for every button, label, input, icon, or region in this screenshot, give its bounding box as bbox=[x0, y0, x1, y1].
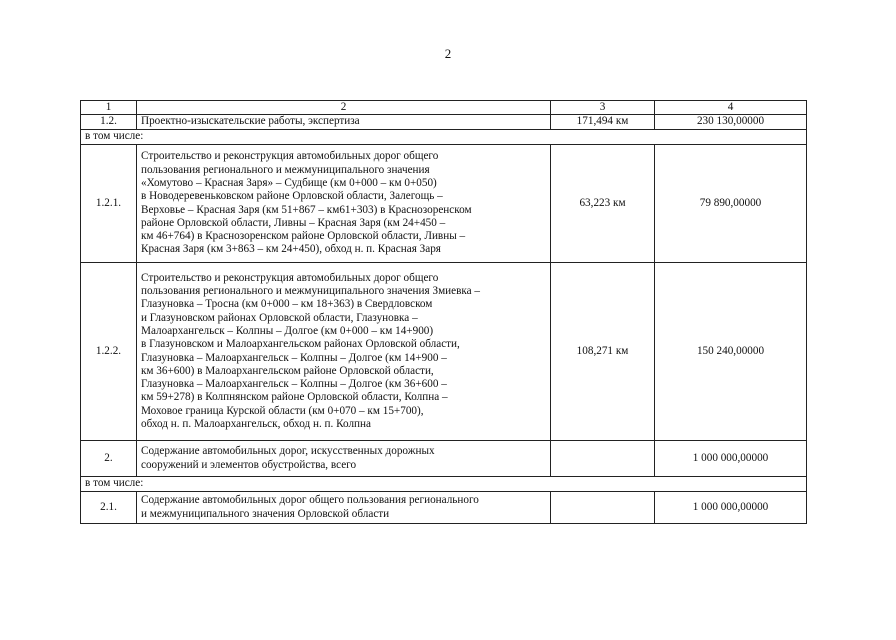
roads-table bbox=[80, 100, 807, 524]
description-line: «Хомутово – Красная Заря» – Судбище (км 0+000 – км 0+050) bbox=[141, 176, 437, 189]
description-line: км 46+764) в Краснозоренском районе Орловской области, Ливны – bbox=[141, 230, 466, 243]
description-line: пользования регионального и межмуниципального значения bbox=[141, 163, 430, 176]
col-header-3: 3 bbox=[551, 101, 655, 115]
subheader-row bbox=[81, 477, 807, 492]
description-line: км 36+600) в Малоархангельском районе Орловской области, bbox=[141, 364, 434, 377]
row-amount: 1 000 000,00000 bbox=[655, 441, 807, 477]
row-description bbox=[137, 492, 551, 524]
table-header-row bbox=[81, 101, 807, 115]
table-row bbox=[81, 263, 807, 441]
row-amount: 150 240,00000 bbox=[655, 263, 807, 441]
subheader-row bbox=[81, 130, 807, 145]
description-line: Содержание автомобильных дорог, искусственных дорожных bbox=[141, 445, 435, 458]
subheader-label: в том числе: bbox=[81, 130, 807, 145]
row-amount: 230 130,00000 bbox=[655, 115, 807, 130]
row-length: 171,494 км bbox=[551, 115, 655, 130]
description-line: км 59+278) в Колпнянском районе Орловской области, Колпна – bbox=[141, 391, 448, 404]
row-number: 2.1. bbox=[81, 492, 137, 524]
row-length: 108,271 км bbox=[551, 263, 655, 441]
row-length: 63,223 км bbox=[551, 145, 655, 263]
description-line: Верховье – Красная Заря (км 51+867 – км61+303) в Краснозоренском bbox=[141, 203, 472, 216]
description-line: пользования регионального и межмуниципального значения Змиевка – bbox=[141, 285, 480, 298]
row-description bbox=[137, 441, 551, 477]
row-number: 1.2.2. bbox=[81, 263, 137, 441]
description-line: Красная Заря (км 3+863 – км 24+450), обход н. п. Красная Заря bbox=[141, 243, 441, 256]
description-line: Глазуновка – Малоархангельск – Колпны – Долгое (км 14+900 – bbox=[141, 351, 447, 364]
col-header-4: 4 bbox=[655, 101, 807, 115]
description-line: в Новодеревеньковском районе Орловской области, Залегощь – bbox=[141, 190, 443, 203]
row-amount: 1 000 000,00000 bbox=[655, 492, 807, 524]
description-line: сооружений и элементов обустройства, всего bbox=[141, 458, 357, 471]
row-number: 1.2. bbox=[81, 115, 137, 130]
description-line: Глазуновка – Малоархангельск – Колпны – Долгое (км 36+600 – bbox=[141, 378, 447, 391]
row-number: 1.2.1. bbox=[81, 145, 137, 263]
table-row bbox=[81, 441, 807, 477]
table-row bbox=[81, 115, 807, 130]
description-line: Содержание автомобильных дорог общего пользования регионального bbox=[141, 494, 479, 507]
description-line: районе Орловской области, Ливны – Красная Заря (км 24+450 – bbox=[141, 216, 446, 229]
page-number: 2 bbox=[444, 46, 452, 61]
row-amount: 79 890,00000 bbox=[655, 145, 807, 263]
row-number: 2. bbox=[81, 441, 137, 477]
description-line: Строительство и реконструкция автомобильных дорог общего bbox=[141, 271, 439, 284]
row-description bbox=[137, 145, 551, 263]
description-line: Моховое граница Курской области (км 0+070 – км 15+700), bbox=[141, 404, 424, 417]
description-line: Строительство и реконструкция автомобильных дорог общего bbox=[141, 150, 439, 163]
table-row bbox=[81, 492, 807, 524]
col-header-1: 1 bbox=[81, 101, 137, 115]
row-length bbox=[551, 441, 655, 477]
description-line: Малоархангельск – Колпны – Долгое (км 0+000 – км 14+900) bbox=[141, 324, 434, 337]
table-row bbox=[81, 145, 807, 263]
row-description: Проектно-изыскательские работы, экспертиза bbox=[137, 115, 551, 130]
description-line: и Глазуновском районах Орловской области, Глазуновка – bbox=[141, 311, 418, 324]
description-line: обход н. п. Малоархангельск, обход н. п. Колпна bbox=[141, 417, 372, 430]
col-header-2: 2 bbox=[137, 101, 551, 115]
row-length bbox=[551, 492, 655, 524]
description-line: в Глазуновском и Малоархангельском районах Орловской области, bbox=[141, 338, 460, 351]
subheader-label: в том числе: bbox=[81, 477, 807, 492]
description-line: и межмуниципального значения Орловской области bbox=[141, 507, 390, 520]
row-description bbox=[137, 263, 551, 441]
description-line: Глазуновка – Тросна (км 0+000 – км 18+363) в Свердловском bbox=[141, 298, 433, 311]
